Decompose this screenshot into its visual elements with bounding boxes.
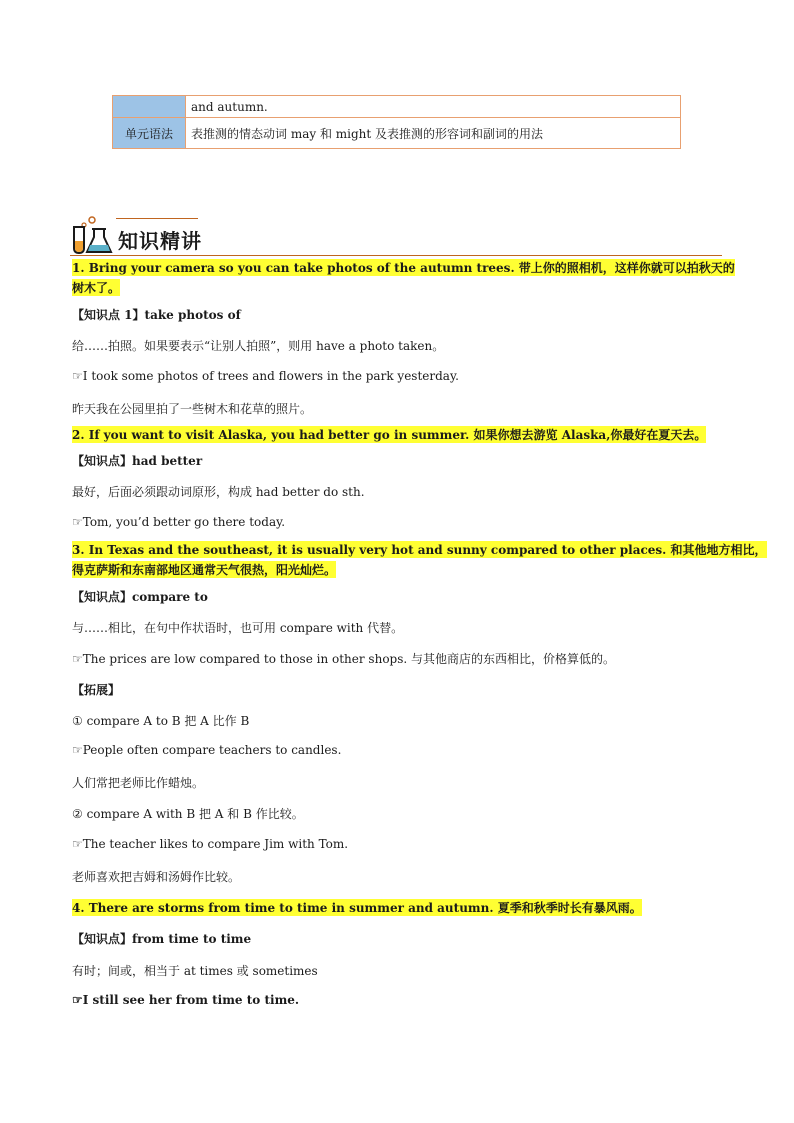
- sentence-2: 2. If you want to visit Alaska, you had better go in summer. 如果你想去游览 Alaska,你最好在夏天去。: [72, 428, 707, 442]
- flask-icon: [70, 215, 114, 255]
- divider: [70, 255, 722, 256]
- sentence-4: 4. There are storms from time to time in summer and autumn. 夏季和秋季时长有暴风雨。: [72, 901, 642, 915]
- row-text: and autumn.: [186, 96, 681, 118]
- row-text: 表推测的情态动词 may 和 might 及表推测的形容词和副词的用法: [186, 118, 681, 149]
- translation: 老师喜欢把吉姆和汤姆作比较。: [72, 870, 241, 884]
- section-header: [70, 215, 722, 255]
- example: ☞I still see her from time to time.: [72, 993, 300, 1007]
- example: ☞The teacher likes to compare Jim with Tom.: [72, 837, 349, 851]
- extension-item: ② compare A with B 把 A 和 B 作比较。: [72, 807, 304, 821]
- knowledge-point: 【知识点】had better: [72, 454, 203, 468]
- translation: 昨天我在公园里拍了一些树木和花草的照片。: [72, 402, 313, 416]
- extension-item: ① compare A to B 把 A 比作 B: [72, 714, 250, 728]
- sentence-1: 1. Bring your camera so you can take photos of the autumn trees. 带上你的照相机，这样你就可以拍秋天的: [72, 261, 735, 275]
- table-row: [113, 96, 681, 118]
- knowledge-point: 【知识点 1】take photos of: [72, 308, 241, 322]
- example: ☞Tom, you’d better go there today.: [72, 515, 286, 529]
- table-row: [113, 118, 681, 149]
- section-title: 知识精讲: [118, 229, 202, 253]
- summary-table: [112, 95, 681, 149]
- explanation: 与……相比，在句中作状语时，也可用 compare with 代替。: [72, 621, 404, 635]
- explanation: 有时；间或，相当于 at times 或 sometimes: [72, 964, 318, 978]
- extension-heading: 【拓展】: [72, 683, 121, 697]
- divider: [116, 218, 198, 219]
- sentence-3: 3. In Texas and the southeast, it is usually very hot and sunny compared to other places. 和其他地方相比，: [72, 543, 767, 557]
- explanation: 最好，后面必须跟动词原形，构成 had better do sth.: [72, 485, 365, 499]
- knowledge-point: 【知识点】from time to time: [72, 932, 252, 946]
- example: ☞People often compare teachers to candles.: [72, 743, 342, 757]
- explanation: 给……拍照。如果要表示“让别人拍照”，则用 have a photo taken。: [72, 339, 445, 353]
- row-label: 单元语法: [113, 118, 186, 149]
- row-label: [113, 96, 186, 118]
- sentence-3-cont: 得克萨斯和东南部地区通常天气很热，阳光灿烂。: [72, 563, 337, 577]
- example: ☞The prices are low compared to those in other shops. 与其他商店的东西相比，价格算低的。: [72, 652, 616, 666]
- translation: 人们常把老师比作蜡烛。: [72, 776, 205, 790]
- sentence-1-cont: 树木了。: [72, 281, 121, 295]
- example: ☞I took some photos of trees and flowers in the park yesterday.: [72, 369, 459, 383]
- knowledge-point: 【知识点】compare to: [72, 590, 208, 604]
